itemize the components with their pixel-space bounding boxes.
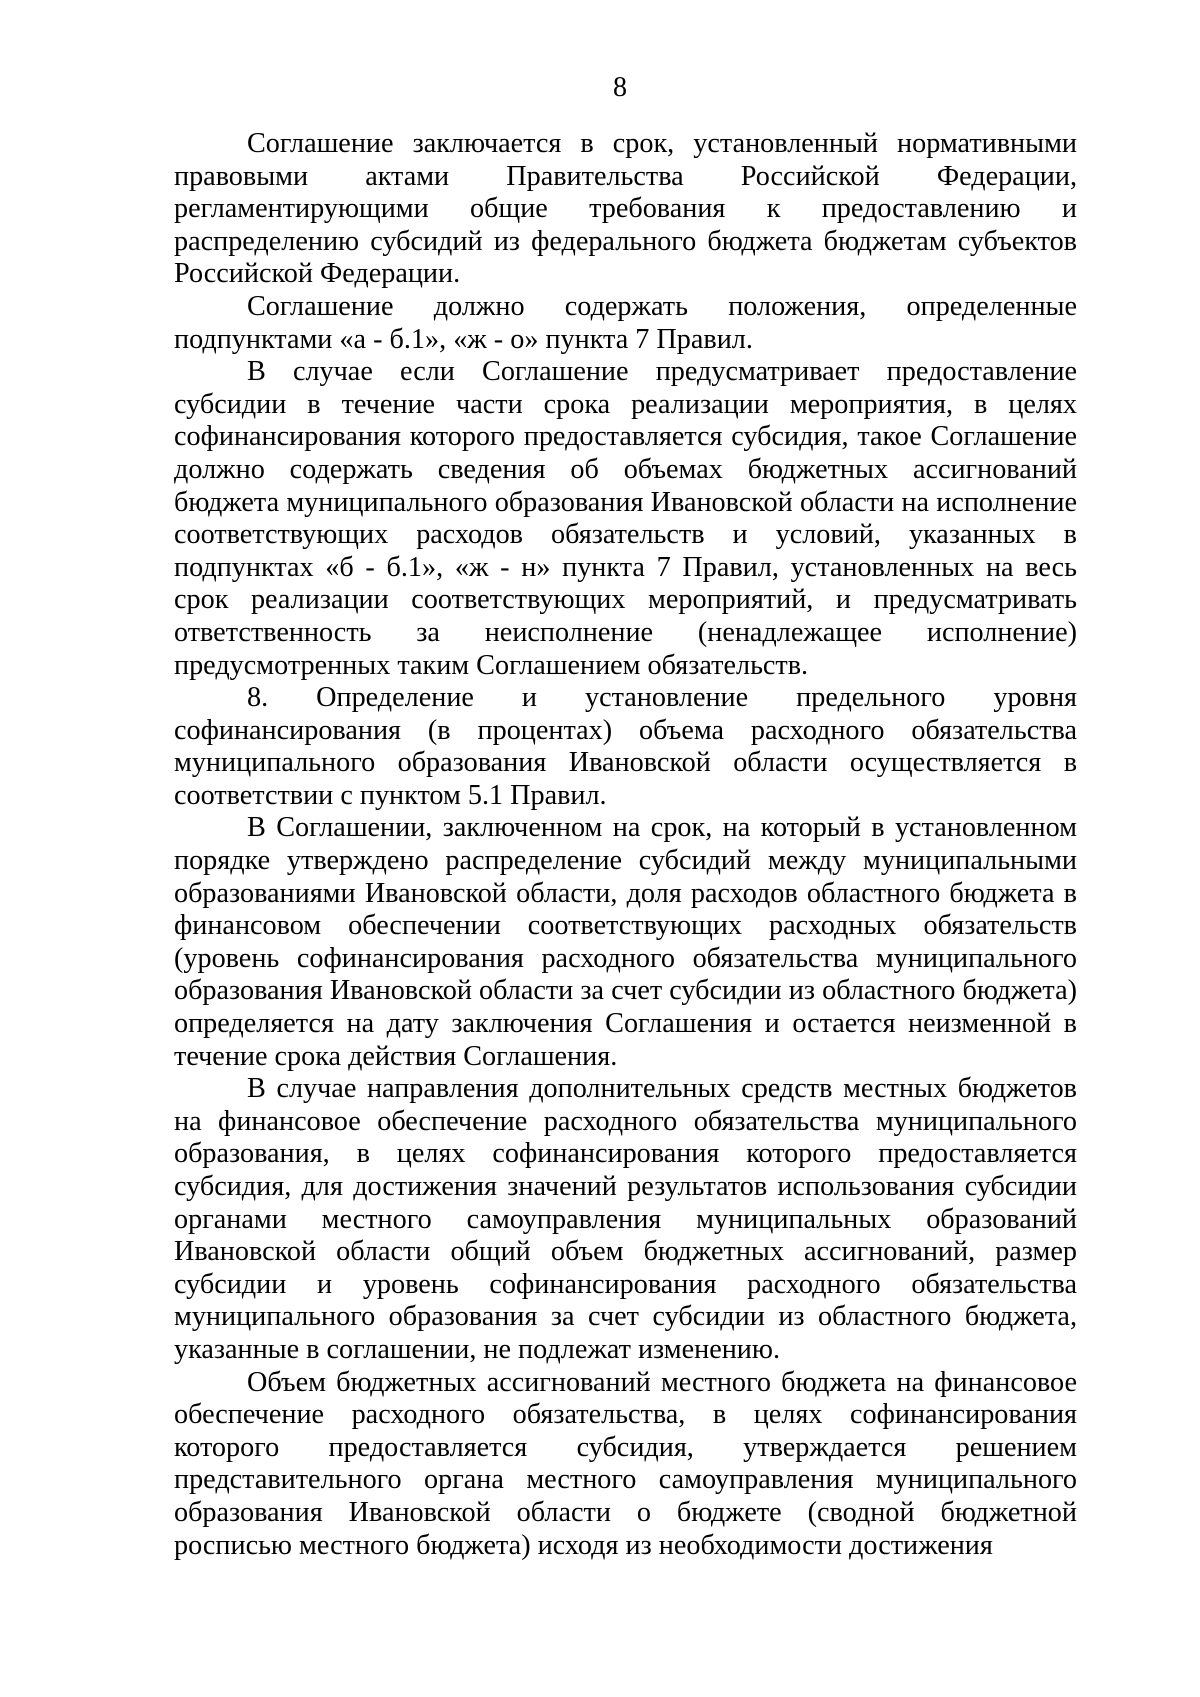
- paragraph-budget-share: В Соглашении, заключенном на срок, на который в установленном порядке утверждено распределение субсидий между муниципальными образованиями Ивановской области, доля расходов областного бюджета в финансовом обеспечении соответствующих расходных обязательств (уровень софинансирования расходного обязательства муниципального образования Ивановской области за счет субсидии из областного бюджета) определяется на дату заключения Соглашения и остается неизменной в течение срока действия Соглашения.: [174, 812, 1077, 1072]
- paragraph-partial-term-subsidy: В случае если Соглашение предусматривает предоставление субсидии в течение части срока реализации мероприятия, в целях софинансирования которого предоставляется субсидия, такое Соглашение должно содержать сведения об объемах бюджетных ассигнований бюджета муниципального образования Ивановской области на исполнение соответствующих расходов обязательств и условий, указанных в подпунктах «б - б.1», «ж - н» пункта 7 Правил, установленных на весь срок реализации соответствующих мероприятий, и предусматривать ответственность за неисполнение (ненадлежащее исполнение) предусмотренных таким Соглашением обязательств.: [174, 356, 1077, 681]
- paragraph-budget-allocations: Объем бюджетных ассигнований местного бюджета на финансовое обеспечение расходного обязательства, в целях софинансирования которого предоставляется субсидия, утверждается решением представительного органа местного самоуправления муниципального образования Ивановской области о бюджете (сводной бюджетной росписью местного бюджета) исходя из необходимости достижения: [174, 1366, 1077, 1561]
- paragraph-item-8-cofinancing-level: 8. Определение и установление предельного уровня софинансирования (в процентах) объема расходного обязательства муниципального образования Ивановской области осуществляется в соответствии с пунктом 5.1 Правил.: [174, 682, 1077, 811]
- paragraph-agreement-provisions: Соглашение должно содержать положения, определенные подпунктами «а - б.1», «ж - о» пункта 7 Правил.: [174, 290, 1077, 355]
- document-body: [174, 128, 1077, 1562]
- paragraph-agreement-term: Соглашение заключается в срок, установленный нормативными правовыми актами Правительства Российской Федерации, регламентирующими общие требования к предоставлению и распределению субсидий из федерального бюджета бюджетам субъектов Российской Федерации.: [174, 128, 1077, 290]
- paragraph-additional-funds: В случае направления дополнительных средств местных бюджетов на финансовое обеспечение расходного обязательства муниципального образования, в целях софинансирования которого предоставляется субсидия, для достижения значений результатов использования субсидии органами местного самоуправления муниципальных образований Ивановской области общий объем бюджетных ассигнований, размер субсидии и уровень софинансирования расходного обязательства муниципального образования за счет субсидии из областного бюджета, указанные в соглашении, не подлежат изменению.: [174, 1073, 1077, 1365]
- page-number: 8: [613, 72, 627, 103]
